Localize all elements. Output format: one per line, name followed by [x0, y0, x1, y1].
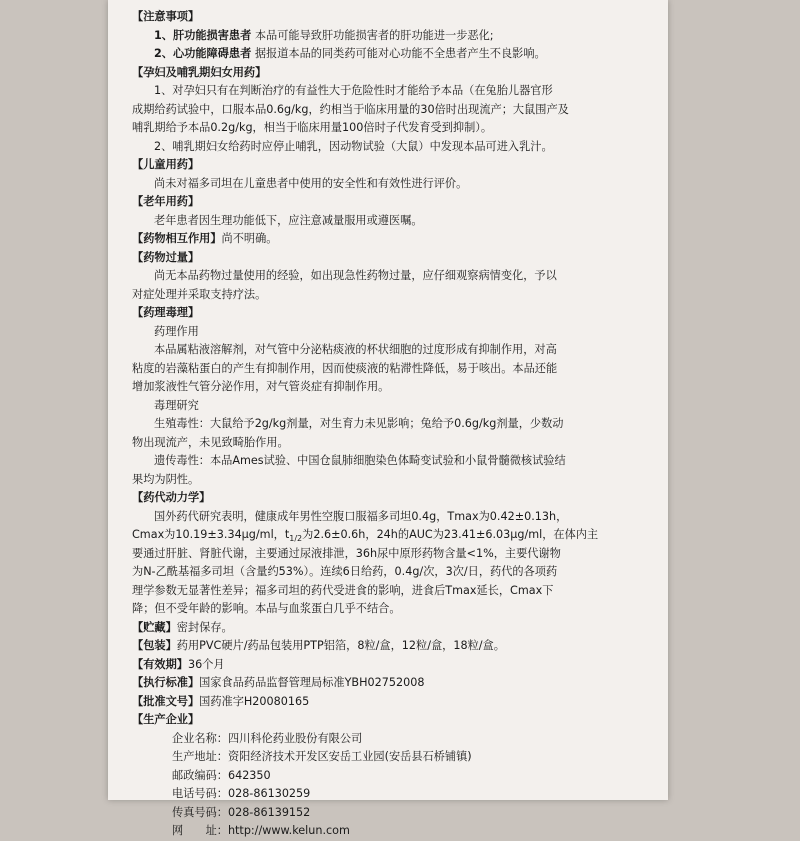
toxicology-subheading: 毒理研究 — [154, 398, 199, 412]
pk-line: 要通过肝脏、肾脏代谢，主要通过尿液排泄，36h尿中原形药物含量<1%，主要代谢物 — [132, 546, 561, 560]
company-fax-row: 传真号码：028-86139152 — [172, 805, 311, 819]
pharmacology-line: 增加浆液性气管分泌作用，对气管炎症有抑制作用。 — [132, 380, 390, 393]
company-website-row: 网 址：http://www.kelun.com — [172, 824, 350, 837]
pk-line: 为N-乙酰基福多司坦（含量约53%）。连续6日给药，0.4g/次，3次/日，药代的各项药 — [132, 565, 558, 578]
precaution-heart: 2、心功能障碍患者 据报道本品的同类药可能对心功能不全患者产生不良影响。 — [154, 47, 546, 60]
package-insert-sheet — [108, 0, 668, 837]
section-header-pediatric: 【儿童用药】 — [132, 158, 200, 171]
section-packaging: 【包装】药用PVC硬片/药品包装用PTP铝箔，8粒/盒，12粒/盒，18粒/盒。 — [132, 639, 505, 652]
company-phone-row: 电话号码：028-86130259 — [172, 787, 311, 800]
pharmacology-line: 粘度的岩藻粘蛋白的产生有抑制作用，因而使痰液的粘滞性降低，易于咳出。本品还能 — [132, 361, 558, 375]
company-name-row: 企业名称：四川科伦药业股份有限公司 — [172, 731, 363, 745]
toxicology-line: 生殖毒性：大鼠给予2g/kg剂量，对生育力未见影响；兔给予0.6g/kg剂量，少数动 — [154, 417, 564, 430]
pharmacology-subheading: 药理作用 — [154, 324, 199, 338]
pk-line: Cmax为10.19±3.34μg/ml，$t_{1/2}$为2.6±0.6h，24h的AUC为23.41±6.03μg/ml，在体内主 — [132, 528, 599, 544]
section-header-geriatric: 【老年用药】 — [132, 195, 200, 208]
pediatric-line: 尚未对福多司坦在儿童患者中使用的安全性和有效性进行评价。 — [154, 176, 468, 190]
pk-line: 降；但不受年龄的影响。本品与血浆蛋白几乎不结合。 — [132, 602, 401, 615]
insert-content — [132, 8, 648, 841]
overdose-line: 对症处理并采取支持疗法。 — [132, 287, 267, 301]
section-header-pharmacology: 【药理毒理】 — [132, 306, 200, 319]
company-postcode-row: 邮政编码：642350 — [172, 768, 271, 782]
pk-line: 理学参数无显著性差异；福多司坦的药代受进食的影响，进食后Tmax延长，Cmax下 — [132, 583, 554, 597]
overdose-line: 尚无本品药物过量使用的经验，如出现急性药物过量，应仔细观察病情变化，予以 — [154, 269, 557, 282]
section-storage: 【贮藏】密封保存。 — [132, 620, 233, 634]
pk-line: 国外药代研究表明，健康成年男性空腹口服福多司坦0.4g，Tmax为0.42±0.13h， — [154, 509, 568, 523]
pregnancy-line: 哺乳期给予本品0.2g/kg，相当于临床用量100倍时子代发育受到抑制）。 — [132, 121, 493, 134]
toxicology-line: 果均为阴性。 — [132, 472, 200, 486]
section-header-manufacturer: 【生产企业】 — [132, 713, 200, 726]
section-standard: 【执行标准】国家食品药品监督管理局标准YBH02752008 — [132, 676, 425, 689]
section-header-overdose: 【药物过量】 — [132, 250, 200, 264]
section-header-pregnancy: 【孕妇及哺乳期妇女用药】 — [132, 65, 267, 79]
toxicology-line: 物出现流产，未见致畸胎作用。 — [132, 435, 289, 449]
pregnancy-line: 1、对孕妇只有在判断治疗的有益性大于危险性时才能给予本品（在兔胎儿器官形 — [154, 84, 553, 97]
pregnancy-line: 成期给药试验中，口服本品0.6g/kg，约相当于临床用量的30倍时出现流产；大鼠围产及 — [132, 102, 569, 116]
section-approval-number: 【批准文号】国药准字H20080165 — [132, 694, 310, 708]
pharmacology-line: 本品属粘液溶解剂，对气管中分泌粘痰液的杯状细胞的过度形成有抑制作用，对高 — [154, 343, 557, 356]
section-shelf-life: 【有效期】36个月 — [132, 657, 225, 671]
company-address-row: 生产地址：资阳经济技术开发区安岳工业园(安岳县石桥铺镇) — [172, 750, 472, 763]
section-header-pharmacokinetics: 【药代动力学】 — [132, 491, 211, 504]
pregnancy-line: 2、哺乳期妇女给药时应停止哺乳，因动物试验（大鼠）中发现本品可进入乳汁。 — [154, 139, 553, 153]
section-interactions: 【药物相互作用】尚不明确。 — [132, 232, 278, 245]
section-header-precautions: 【注意事项】 — [132, 10, 200, 23]
geriatric-line: 老年患者因生理功能低下，应注意减量服用或遵医嘱。 — [154, 213, 423, 227]
toxicology-line: 遗传毒性：本品Ames试验、中国仓鼠肺细胞染色体畸变试验和小鼠骨髓微核试验结 — [154, 454, 566, 467]
precaution-liver: 1、肝功能损害患者 本品可能导致肝功能损害者的肝功能进一步恶化; — [154, 28, 494, 42]
